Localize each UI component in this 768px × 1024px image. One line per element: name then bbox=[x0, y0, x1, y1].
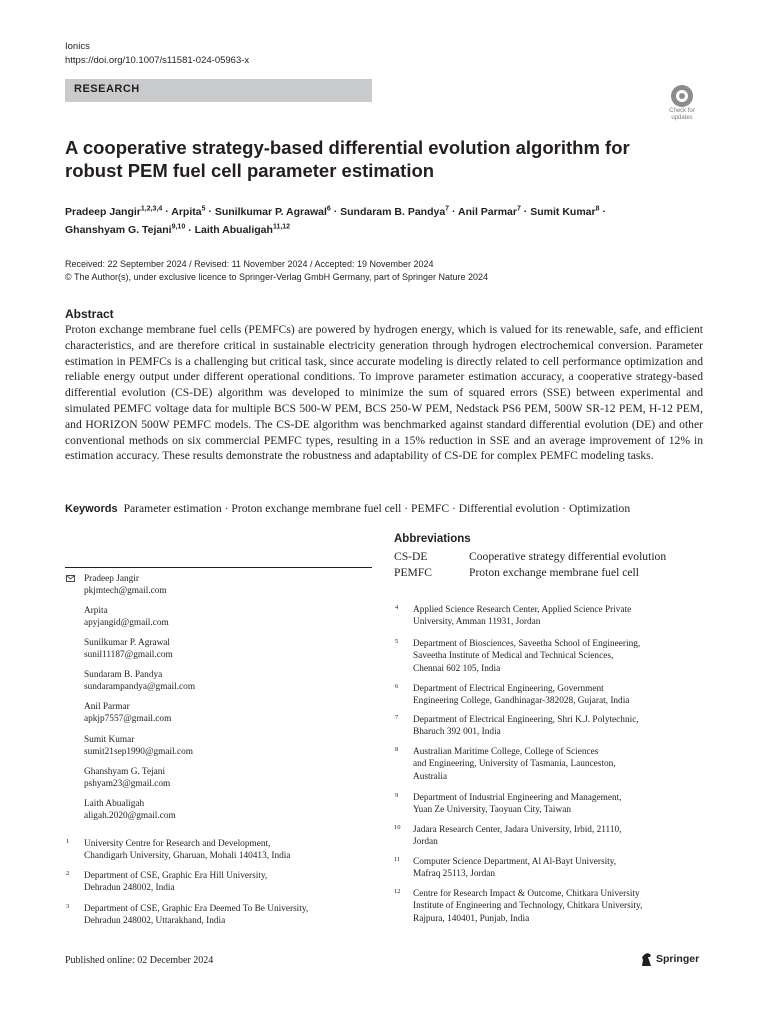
journal-name: Ionics bbox=[65, 41, 90, 52]
author-name: Arpita bbox=[171, 205, 202, 218]
affiliation-number: 9 bbox=[395, 792, 399, 799]
affiliation-line: Department of Electrical Engineering, Shri K.J. Polytechnic, bbox=[413, 715, 639, 725]
affiliation-line: Centre for Research Impact & Outcome, Chitkara University bbox=[413, 889, 640, 899]
affiliation-number: 10 bbox=[394, 824, 401, 831]
affiliation-line: Saveetha Institute of Medical and Technical Sciences, bbox=[413, 651, 614, 662]
abbreviation-term: PEMFC bbox=[394, 566, 433, 579]
contact-email[interactable]: pkjmtech@gmail.com bbox=[84, 586, 167, 597]
affiliation-line: Chandigarh University, Gharuan, Mohali 140413, India bbox=[84, 851, 291, 862]
author-name: Anil Parmar bbox=[458, 205, 517, 218]
footnote-divider bbox=[65, 567, 372, 568]
abbreviation-row bbox=[394, 549, 666, 564]
published-online-date: Published online: 02 December 2024 bbox=[65, 955, 214, 966]
copyright-notice: © The Author(s), under exclusive licence to Springer-Verlag GmbH Germany, part of Springer Nature 2024 bbox=[65, 272, 488, 282]
publisher-name: Springer bbox=[656, 953, 700, 965]
keywords-label: Keywords bbox=[65, 503, 118, 515]
author bbox=[195, 224, 291, 236]
contact-entry bbox=[84, 734, 193, 759]
contact-name: Laith Abualigah bbox=[84, 799, 145, 809]
check-badge-line-1: Check for bbox=[669, 108, 695, 114]
affiliation bbox=[84, 870, 267, 895]
check-badge-line-2: updates bbox=[671, 115, 693, 121]
contact-email[interactable]: sumit21sep1990@gmail.com bbox=[84, 747, 194, 758]
affiliation-line: Department of Industrial Engineering and Management, bbox=[413, 793, 622, 803]
check-for-updates-badge[interactable] bbox=[664, 85, 700, 123]
affiliation-line: Engineering College, Gandhinagar-382028, Gujarat, India bbox=[413, 696, 630, 707]
abbreviation-definition: Cooperative strategy differential evolution bbox=[469, 550, 667, 563]
contact-email[interactable]: apkjp7557@gmail.com bbox=[84, 714, 172, 725]
author-affiliation-ref: 7 bbox=[445, 205, 450, 212]
author bbox=[215, 206, 331, 218]
abstract-heading: Abstract bbox=[65, 307, 114, 321]
affiliation bbox=[413, 792, 622, 817]
affiliation-line: and Engineering, University of Tasmania, Launceston, bbox=[413, 759, 616, 770]
affiliation-number: 1 bbox=[66, 838, 70, 845]
author-name: Pradeep Jangir bbox=[65, 205, 141, 218]
affiliation-number: 12 bbox=[394, 888, 401, 895]
abbreviation-row bbox=[394, 565, 639, 580]
author-affiliation-ref: 7 bbox=[516, 205, 521, 212]
affiliation-number: 2 bbox=[66, 870, 70, 877]
affiliation-line: Institute of Engineering and Technology, Chitkara University, bbox=[413, 901, 643, 912]
affiliation-line: Australian Maritime College, College of Sciences bbox=[413, 747, 599, 757]
contact-email[interactable]: aligah.2020@gmail.com bbox=[84, 811, 176, 822]
affiliation-line: Dehradun 248002, Uttarakhand, India bbox=[84, 916, 226, 927]
author-affiliation-ref: 1,2,3,4 bbox=[140, 205, 163, 212]
affiliation-line: Dehradun 248002, India bbox=[84, 883, 175, 894]
affiliation-number: 11 bbox=[394, 856, 401, 863]
affiliation bbox=[413, 888, 642, 925]
contact-name: Arpita bbox=[84, 606, 108, 616]
abstract-body: Proton exchange membrane fuel cells (PEMFCs) are powered by hydrogen energy, which is valued for its renewable, safe, and efficient characteristics, and are therefore critical in sustainable electricity generation through hydrogen electrochemical conversion. Parameter estimation in PEMFCs is a challenging but critical task, since accurate modeling is directly related to cell performance optimization and reliable energy output under different operational conditions. To improve parameter estimation accuracy, a cooperative strategy-based differential evolution (CS-DE) algorithm was developed to minimize the sum of squared errors (SSE) between experimental and simulated PEMFC voltage data for multiple BCS 500-W PEM, BCS 250-W PEM, Nedstack PS6 PEM, 500W SR-12 PEM, H-12 PEM, and HORIZON 500W PEMFC models. The CS-DE algorithm was benchmarked against standard differential evolution (DE) and other conventional methods on six commercial PEMFC types, resulting in a 15% reduction in SSE and an average improvement of 12% in estimation accuracy. These results demonstrate the robustness and adaptability of CS-DE for complex PEMFC modeling tasks. bbox=[65, 323, 703, 463]
contact-entry bbox=[84, 669, 195, 694]
affiliation bbox=[413, 746, 616, 783]
contact-entry bbox=[84, 573, 167, 598]
affiliation-line: Department of CSE, Graphic Era Deemed To Be University, bbox=[84, 904, 309, 914]
affiliation bbox=[413, 683, 629, 708]
author-affiliation-ref: 9,10 bbox=[171, 223, 186, 231]
contact-entry bbox=[84, 701, 171, 726]
paper-title: A cooperative strategy-based differential evolution algorithm for robust PEM fuel cell parameter estimation bbox=[65, 137, 630, 181]
springer-horse-icon bbox=[640, 952, 653, 967]
author-name: Laith Abualigah bbox=[194, 224, 273, 236]
author-name: Sumit Kumar bbox=[530, 205, 596, 218]
affiliation-number: 4 bbox=[395, 604, 399, 611]
contact-name: Sumit Kumar bbox=[84, 735, 135, 745]
author-list: Pradeep Jangir$^{1,2,3,4}$ · Arpita$^5$ · Sunilkumar P. Agrawal$^6$ · Sundaram B. Pandya$^7$ · Anil Parmar$^7$ · Sumit Kumar$^8$ · Ghanshyam G. Tejani$^{9,10}$ · Laith Abualigah$^{11,12}$ bbox=[65, 205, 606, 236]
author-affiliation-ref: 5 bbox=[201, 205, 206, 212]
affiliation-line: Department of Electrical Engineering, Government bbox=[413, 684, 604, 694]
contact-email[interactable]: pshyam23@gmail.com bbox=[84, 779, 171, 790]
envelope-icon bbox=[66, 575, 75, 582]
author bbox=[530, 206, 599, 218]
author bbox=[65, 224, 185, 236]
affiliation-line: Department of CSE, Graphic Era Hill University, bbox=[84, 871, 268, 881]
author bbox=[340, 206, 449, 218]
contact-name: Sundaram B. Pandya bbox=[84, 670, 163, 680]
contact-email[interactable]: sundarampandya@gmail.com bbox=[84, 682, 196, 693]
doi-link[interactable]: https://doi.org/10.1007/s11581-024-05963-x bbox=[65, 55, 250, 66]
affiliation-line: Bharuch 392 001, India bbox=[413, 727, 501, 738]
affiliation bbox=[413, 604, 631, 629]
affiliation-line: University, Amman 11931, Jordan bbox=[413, 617, 541, 628]
affiliation-number: 3 bbox=[66, 903, 70, 910]
contact-name: Anil Parmar bbox=[84, 702, 130, 712]
author-affiliation-ref: 11,12 bbox=[272, 223, 291, 231]
abbreviation-definition: Proton exchange membrane fuel cell bbox=[469, 566, 639, 579]
author-name: Sunilkumar P. Agrawal bbox=[214, 205, 327, 218]
contact-entry bbox=[84, 605, 169, 630]
affiliation bbox=[413, 856, 616, 881]
contact-entry bbox=[84, 766, 170, 791]
contact-name: Pradeep Jangir bbox=[84, 574, 139, 584]
affiliation-line: Computer Science Department, Al Al-Bayt University, bbox=[413, 857, 617, 867]
affiliation-line: Mafraq 25113, Jordan bbox=[413, 869, 496, 880]
affiliation-line: Chennai 602 105, India bbox=[413, 663, 501, 674]
affiliation-line: Department of Biosciences, Saveetha School of Engineering, bbox=[413, 639, 641, 649]
affiliation-number: 5 bbox=[395, 638, 399, 645]
author-name: Sundaram B. Pandya bbox=[340, 205, 446, 218]
contact-entry bbox=[84, 798, 176, 823]
author-affiliation-ref: 8 bbox=[595, 205, 600, 212]
affiliation bbox=[84, 838, 290, 863]
affiliation bbox=[413, 714, 639, 739]
author bbox=[458, 206, 521, 218]
author bbox=[65, 206, 162, 218]
section-banner bbox=[65, 79, 372, 102]
contact-email[interactable]: apyjangid@gmail.com bbox=[84, 618, 169, 629]
keywords-list: Parameter estimation · Proton exchange membrane fuel cell · PEMFC · Differential evolution · Optimization bbox=[123, 502, 631, 515]
author-name: Ghanshyam G. Tejani bbox=[65, 224, 172, 236]
contact-email[interactable]: sunil11187@gmail.com bbox=[84, 650, 173, 661]
keywords-line bbox=[65, 501, 725, 517]
affiliation-line: Australia bbox=[413, 771, 448, 782]
affiliation bbox=[84, 903, 308, 928]
affiliation-line: Jadara Research Center, Jadara University, Irbid, 21110, bbox=[413, 825, 622, 835]
affiliation-line: Applied Science Research Center, Applied Science Private bbox=[413, 605, 632, 615]
contact-name: Sunilkumar P. Agrawal bbox=[84, 638, 170, 648]
contact-name: Ghanshyam G. Tejani bbox=[84, 767, 166, 777]
affiliation-number: 6 bbox=[395, 683, 399, 690]
author-affiliation-ref: 6 bbox=[326, 205, 331, 212]
abbreviations-heading: Abbreviations bbox=[394, 533, 471, 545]
author bbox=[171, 206, 205, 218]
affiliation-line: University Centre for Research and Development, bbox=[84, 839, 271, 849]
affiliation-line: Jordan bbox=[413, 837, 438, 848]
affiliation-line: Rajpura, 140401, Punjab, India bbox=[413, 913, 530, 924]
check-updates-icon bbox=[671, 85, 693, 107]
affiliation bbox=[413, 824, 621, 849]
affiliation-number: 7 bbox=[395, 714, 399, 721]
affiliation-line: Yuan Ze University, Taoyuan City, Taiwan bbox=[413, 805, 572, 816]
history-dates: Received: 22 September 2024 / Revised: 11 November 2024 / Accepted: 19 November 2024 bbox=[65, 259, 434, 269]
abbreviation-term: CS-DE bbox=[394, 550, 428, 563]
affiliation bbox=[413, 638, 640, 675]
section-label: RESEARCH bbox=[74, 83, 140, 95]
affiliation-number: 8 bbox=[395, 746, 399, 753]
contact-entry bbox=[84, 637, 173, 662]
